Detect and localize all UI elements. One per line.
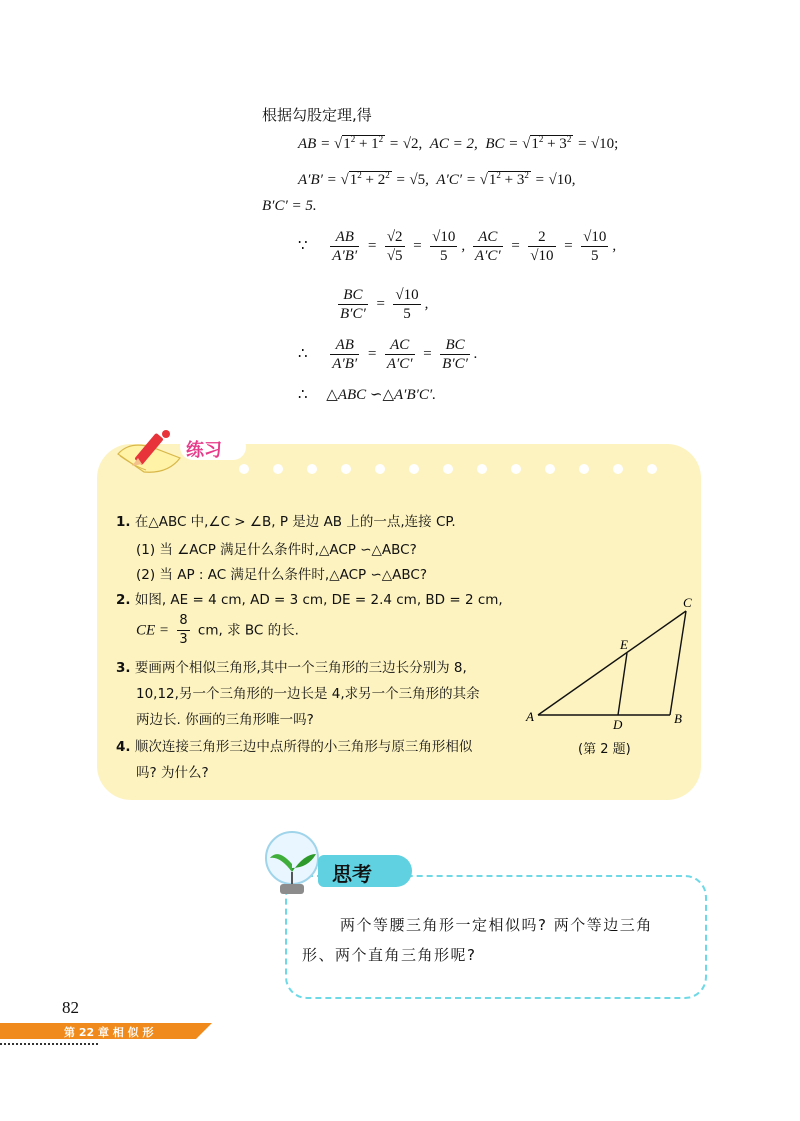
semicolon: ; <box>614 136 619 152</box>
exercise-number: 3. <box>116 660 131 676</box>
bc-value: √10 <box>590 136 615 152</box>
exercise-2-tail: cm, 求 BC 的长. <box>197 622 299 639</box>
exercise-4-line-2: 吗? 为什么? <box>136 765 209 781</box>
bc-label: BC <box>485 136 505 152</box>
because-row: ∵ $\frac{AB}{A'B'}$ = $\frac{√2}{√5}$ = $\frac{√10}{5}$ , $\frac{AC}{A'C'}$ = $\frac{2}{√10}$ = $\frac{√10}{5}$ , <box>298 229 617 264</box>
chapter-label: 第 22 章 相 似 形 <box>64 1026 154 1039</box>
sep: , <box>418 136 423 152</box>
exercise-text: 要画两个相似三角形,其中一个三角形的三边长分别为 8, <box>134 660 467 676</box>
label-a: A <box>526 709 534 724</box>
because-symbol: ∵ <box>298 237 308 254</box>
label-e: E <box>620 637 628 652</box>
ce-numerator: 8 <box>177 612 189 631</box>
intro-text: 根据勾股定理,得 <box>262 106 372 124</box>
exercise-1-part-2: (2) 当 AP : AC 满足什么条件时,△ACP ∽△ABC? <box>136 567 428 583</box>
apcp-label: A′C′ <box>436 172 463 188</box>
bc-ratio-row: $\frac{BC}{B'C'}$ = $\frac{√10}{5}$ , <box>340 287 429 322</box>
row-2: $A'B' = √1^2 + 2^2 = √5$, $A'C' = √1^2 + 3^2 = √10$, <box>298 170 576 188</box>
similar-conclusion: △ABC ∽△A′B′C′. <box>326 387 436 403</box>
think-box <box>285 875 707 999</box>
think-line-1: 两个等腰三角形一定相似吗? 两个等边三角 <box>340 916 653 934</box>
exercise-2 <box>116 588 503 608</box>
exercise-text: 如图, AE = 4 cm, AD = 3 cm, DE = 2.4 cm, BD = 2 cm, <box>134 592 503 608</box>
exercise-text: 顺次连接三角形三边中点所得的小三角形与原三角形相似 <box>134 739 473 755</box>
figure-caption: (第 2 题) <box>578 742 631 757</box>
ce-denominator: 3 <box>179 632 188 647</box>
exercise-1-part-1: (1) 当 ∠ACP 满足什么条件时,△ACP ∽△ABC? <box>136 542 417 558</box>
therefore-symbol: ∴ <box>298 345 308 362</box>
exercise-number: 2. <box>116 592 131 608</box>
triangle-figure <box>520 595 700 735</box>
therefore-row-2 <box>298 385 436 404</box>
exercise-1 <box>116 510 456 530</box>
think-title-tab <box>318 855 412 887</box>
dot-row-decoration <box>238 462 678 476</box>
practice-title: 练习 <box>186 440 222 461</box>
exercise-text: 在△ABC 中,∠C > ∠B, P 是边 AB 上的一点,连接 CP. <box>134 514 456 530</box>
ab-value: √2 <box>402 136 419 152</box>
apbp-label: A′B′ <box>298 172 323 188</box>
ce-label: CE = <box>136 622 170 639</box>
therefore-row-1: ∴ $\frac{AB}{A'B'}$ = $\frac{AC}{A'C'}$ = $\frac{BC}{B'C'}$ . <box>298 337 478 372</box>
apcp-value: √10 <box>548 172 572 188</box>
exercise-2-ce <box>136 612 299 649</box>
think-line-2: 形、两个直角三角形呢? <box>302 946 477 964</box>
row-1: AB = $√1^2 + 1^2 = √2$, AC = 2, BC = $√1^2 + 3^2 = √10$; <box>298 134 619 152</box>
label-c: C <box>683 595 692 610</box>
therefore-symbol-2: ∴ <box>298 387 308 403</box>
label-d: D <box>613 717 623 732</box>
apbp-value: √5 <box>409 172 426 188</box>
practice-title-pill <box>180 434 246 460</box>
exercise-3 <box>116 656 467 676</box>
ac-eq: AC = 2, <box>429 136 478 152</box>
exercise-3-line-2: 10,12,另一个三角形的一边长是 4,求另一个三角形的其余 <box>136 686 480 702</box>
row-3: B′C′ = 5. <box>262 198 317 214</box>
comma: , <box>571 172 576 188</box>
pencil-paper-icon <box>110 422 190 480</box>
label-b: B <box>674 711 682 726</box>
footer-dotted-rule <box>0 1043 98 1045</box>
derivation <box>0 0 800 420</box>
think-title: 思考 <box>332 862 372 886</box>
ab-label: AB <box>298 136 317 152</box>
exercise-3-line-3: 两边长. 你画的三角形唯一吗? <box>136 712 314 728</box>
exercise-number: 4. <box>116 739 131 755</box>
exercise-number: 1. <box>116 514 131 530</box>
exercise-4 <box>116 735 472 755</box>
page-number: 82 <box>62 998 79 1017</box>
